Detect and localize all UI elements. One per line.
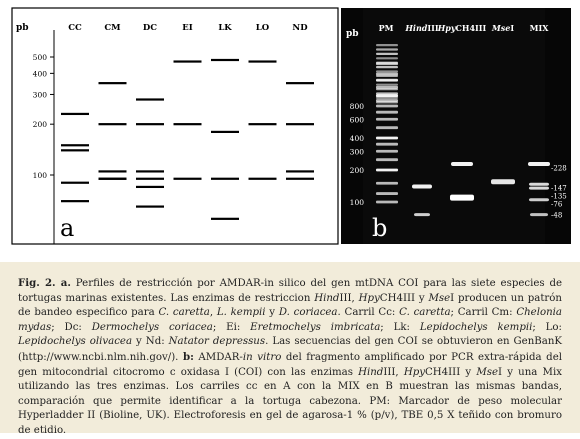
band-a [61, 149, 89, 151]
band-a [286, 178, 314, 180]
ladder-band [376, 143, 398, 146]
right-size-label: -147 [551, 184, 567, 193]
lane-label-a: DC [142, 23, 158, 33]
band-a [136, 186, 164, 188]
panel-a-letter: a [60, 214, 75, 242]
caption-segment: in vitro [242, 351, 282, 363]
lane-label-italic: Hind [405, 23, 428, 33]
lane-label-rest: CH4III [455, 23, 487, 33]
right-size-label: -135 [551, 192, 567, 201]
band-a [174, 178, 202, 180]
lane-label-b [437, 23, 487, 33]
caption-segment: ; Carril Cm: [450, 307, 517, 319]
band-a [211, 218, 239, 220]
ladder-band [376, 79, 398, 81]
band-a [174, 60, 202, 62]
caption-lead: Fig. 2. a. [18, 277, 71, 289]
gel-band [529, 198, 549, 201]
y-tick-label: 400 [32, 69, 47, 79]
caption-segment: Chelonia mydas [18, 307, 562, 333]
ladder-band [376, 97, 398, 99]
caption-segment: del fragmento amplificado por PCR extra-rápida del gen mitocondrial citocromo c oxidasa I (COI) con las enzimas [18, 351, 562, 378]
band-a [99, 170, 127, 172]
band-a [211, 59, 239, 61]
lane-label-italic: Mse [491, 23, 511, 33]
caption-segment: Hpy [358, 292, 380, 304]
caption-segment: , [209, 307, 217, 319]
caption-body [18, 278, 562, 436]
ladder-band [376, 111, 398, 114]
caption-segment: Perfiles de restricción por AMDAR-in silico del gen mtDNA COI para las siete especies de tortugas marinas existentes. Las enzimas de restriccion [18, 278, 563, 304]
y-tick-label: 200 [32, 120, 47, 130]
caption-segment: Dermochelys coriacea [91, 321, 213, 333]
ladder-band [376, 48, 398, 50]
right-size-label: -228 [551, 164, 567, 173]
ladder-band [376, 57, 398, 59]
ladder-band [376, 137, 398, 140]
ladder-label: 200 [349, 166, 364, 175]
caption-segment: Eretmochelys imbricata [250, 321, 381, 333]
lane-label-b [491, 23, 514, 33]
caption-segment: I y una Mix utilizando las tres enzimas. Los carriles cc en A con la MIX en B muestran las mismas bandas, comparación que permite identificar a la tortuga cabezona. PM: Marcador de peso molecular Hyperladder II (Bioline, UK). Electroforesis en gel de agarosa-1 % (p/v), TBE 0,5 X teñido con bromuro de etidio. [18, 366, 562, 436]
band-a [136, 178, 164, 180]
band-a [61, 113, 89, 115]
caption-segment: C. caretta [158, 307, 210, 319]
band-a [174, 123, 202, 125]
ladder-band [376, 105, 398, 108]
ladder-band [376, 88, 398, 90]
lane-label-a: CM [104, 23, 121, 33]
ladder-band [376, 53, 398, 55]
caption-segment: Lepidochelys olivacea [18, 336, 133, 348]
caption-segment: I producen un patrón de bandeo especifico para [18, 292, 562, 319]
ladder-band [376, 66, 398, 68]
band-a [286, 82, 314, 84]
ladder-band [376, 44, 398, 46]
gel-band [528, 162, 550, 166]
band-a [286, 123, 314, 125]
ladder-band [376, 101, 398, 103]
caption-segment: b: [182, 350, 194, 363]
band-a [99, 123, 127, 125]
ladder-band [376, 84, 398, 86]
panel-b [341, 8, 571, 244]
band-a [61, 200, 89, 202]
caption-segment: Mse [476, 366, 499, 378]
caption-segment: Natator depressus [168, 336, 266, 348]
y-tick-label: 100 [32, 171, 47, 180]
caption-segment: Mse [428, 292, 451, 304]
caption-segment: y [265, 307, 279, 319]
ladder-band [376, 192, 398, 195]
caption-segment: ; Lo: [532, 321, 562, 333]
gel-band [414, 213, 430, 216]
ladder-band [376, 92, 398, 94]
gel-band [491, 179, 515, 184]
caption-segment: CH4III y [425, 366, 477, 378]
caption-segment: ; Ei: [212, 321, 251, 333]
band-a [61, 182, 89, 184]
figure-caption [0, 262, 580, 436]
ladder-band [376, 62, 398, 64]
caption-segment: III, [339, 292, 359, 304]
ladder-band [376, 94, 398, 97]
band-a [136, 205, 164, 207]
caption-segment: L. kempii [216, 307, 266, 319]
lane-label-a: ND [292, 23, 308, 33]
lane-label-rest: I [510, 23, 515, 33]
panel-a-unit: pb [16, 23, 29, 33]
panel-a [12, 8, 338, 244]
lane-label-rest: PM [378, 23, 394, 33]
caption-segment: Hind [314, 292, 340, 304]
ladder-band [376, 75, 398, 77]
caption-segment: CH4III y [379, 292, 429, 304]
caption-segment: . Carril Cc: [337, 307, 400, 319]
caption-segment: ; Lk: [380, 321, 420, 333]
lane-label-a: LK [218, 23, 232, 33]
band-a [249, 178, 277, 180]
lane-label-rest: III [427, 23, 439, 33]
ladder-band [376, 118, 398, 121]
band-a [249, 60, 277, 62]
lane-label-rest: MIX [529, 23, 549, 33]
gel-band [450, 195, 474, 201]
band-a [136, 98, 164, 100]
ladder-band [376, 201, 398, 204]
ladder-label: 100 [349, 198, 364, 207]
right-size-label: -76 [551, 200, 563, 209]
right-size-label: -48 [551, 211, 563, 220]
lane-label-a: EI [182, 23, 193, 33]
band-a [136, 170, 164, 172]
lane-label-b [530, 23, 550, 33]
ladder-label: 600 [349, 115, 364, 125]
caption-segment: Lepidochelys kempii [419, 321, 533, 333]
panel-b-letter: b [372, 214, 388, 242]
caption-segment: D. coriacea [278, 307, 338, 319]
panel-b-unit: pb [346, 29, 359, 39]
band-a [136, 123, 164, 125]
band-a [249, 123, 277, 125]
gel-band [529, 183, 549, 186]
ladder-band [376, 70, 398, 72]
gel-band [529, 187, 549, 190]
lane-label-b [404, 23, 439, 33]
ladder-band [376, 158, 398, 161]
ladder-band [376, 126, 398, 129]
panel-b-gel-inner [363, 8, 545, 244]
lane-label-b [379, 23, 394, 33]
band-a [211, 131, 239, 133]
y-tick-label: 500 [32, 53, 47, 62]
gel-band [530, 213, 548, 216]
caption-segment: ; Dc: [51, 321, 92, 333]
band-a [286, 170, 314, 172]
band-a [99, 82, 127, 84]
ladder-band [376, 182, 398, 185]
caption-segment: C. caretta [399, 307, 451, 319]
ladder-band [376, 169, 398, 172]
caption-segment: y Nd: [132, 336, 169, 348]
ladder-label: 400 [349, 134, 364, 143]
lane-label-italic: Hpy [437, 23, 456, 33]
caption-segment: III, [383, 366, 404, 378]
gel-band [412, 184, 432, 188]
caption-segment: AMDAR- [193, 351, 243, 363]
band-a [61, 144, 89, 146]
panel-a-frame [12, 8, 338, 244]
gel-band [451, 162, 473, 166]
band-a [211, 178, 239, 180]
band-a [99, 178, 127, 180]
ladder-label: 300 [349, 147, 364, 157]
y-tick-label: 300 [32, 90, 47, 100]
caption-segment: Hpy [403, 366, 425, 378]
lane-label-a: LO [255, 23, 270, 33]
caption-segment: . Las secuencias del gen COI se obtuvieron en GenBanK (http://www.ncbi.nlm.nih.gov/). [18, 336, 562, 363]
ladder-label: 800 [349, 102, 364, 111]
ladder-band [376, 150, 398, 153]
lane-label-a: CC [68, 23, 82, 33]
caption-segment: Hind [358, 366, 384, 378]
